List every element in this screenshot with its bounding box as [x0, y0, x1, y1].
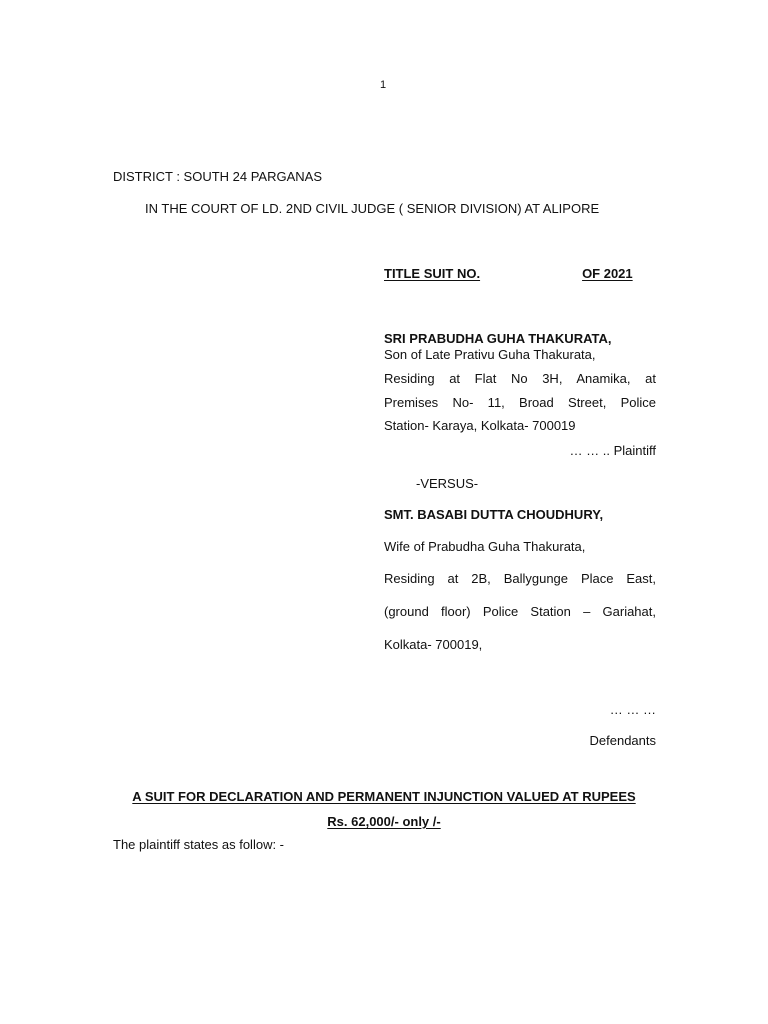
defendant-dots: … … … [609, 702, 656, 717]
defendant-line: (ground floor) Police Station – Gariahat, [384, 604, 656, 619]
defendant-role: Defendants [589, 733, 656, 748]
defendant-name: SMT. BASABI DUTTA CHOUDHURY, [384, 507, 604, 522]
plaintiff-line: Son of Late Prativu Guha Thakurata, [384, 347, 596, 362]
title-suit-label: TITLE SUIT NO. [384, 266, 481, 281]
court-line: IN THE COURT OF LD. 2ND CIVIL JUDGE ( SENIOR DIVISION) AT ALIPORE [145, 201, 600, 216]
plaintiff-line: Station- Karaya, Kolkata- 700019 [384, 418, 576, 433]
plaintiff-name: SRI PRABUDHA GUHA THAKURATA, [384, 331, 612, 346]
title-suit-no [384, 266, 646, 282]
defendant-line: Kolkata- 700019, [384, 637, 483, 652]
versus-label: -VERSUS- [416, 476, 479, 491]
plaintiff-line: Premises No- 11, Broad Street, Police [384, 395, 656, 410]
title-suit-year: OF 2021 [582, 266, 633, 281]
body-intro: The plaintiff states as follow: - [113, 837, 285, 852]
defendant-line: Wife of Prabudha Guha Thakurata, [384, 539, 586, 554]
suit-heading-line1: A SUIT FOR DECLARATION AND PERMANENT INJUNCTION VALUED AT RUPEES [132, 789, 636, 804]
plaintiff-role: … … .. Plaintiff [569, 443, 656, 458]
suit-heading-line2: Rs. 62,000/- only /- [327, 814, 441, 829]
district-line: DISTRICT : SOUTH 24 PARGANAS [113, 169, 323, 184]
plaintiff-line: Residing at Flat No 3H, Anamika, at [384, 371, 656, 386]
defendant-line: Residing at 2B, Ballygunge Place East, [384, 571, 656, 586]
page-number: 1 [380, 79, 387, 91]
